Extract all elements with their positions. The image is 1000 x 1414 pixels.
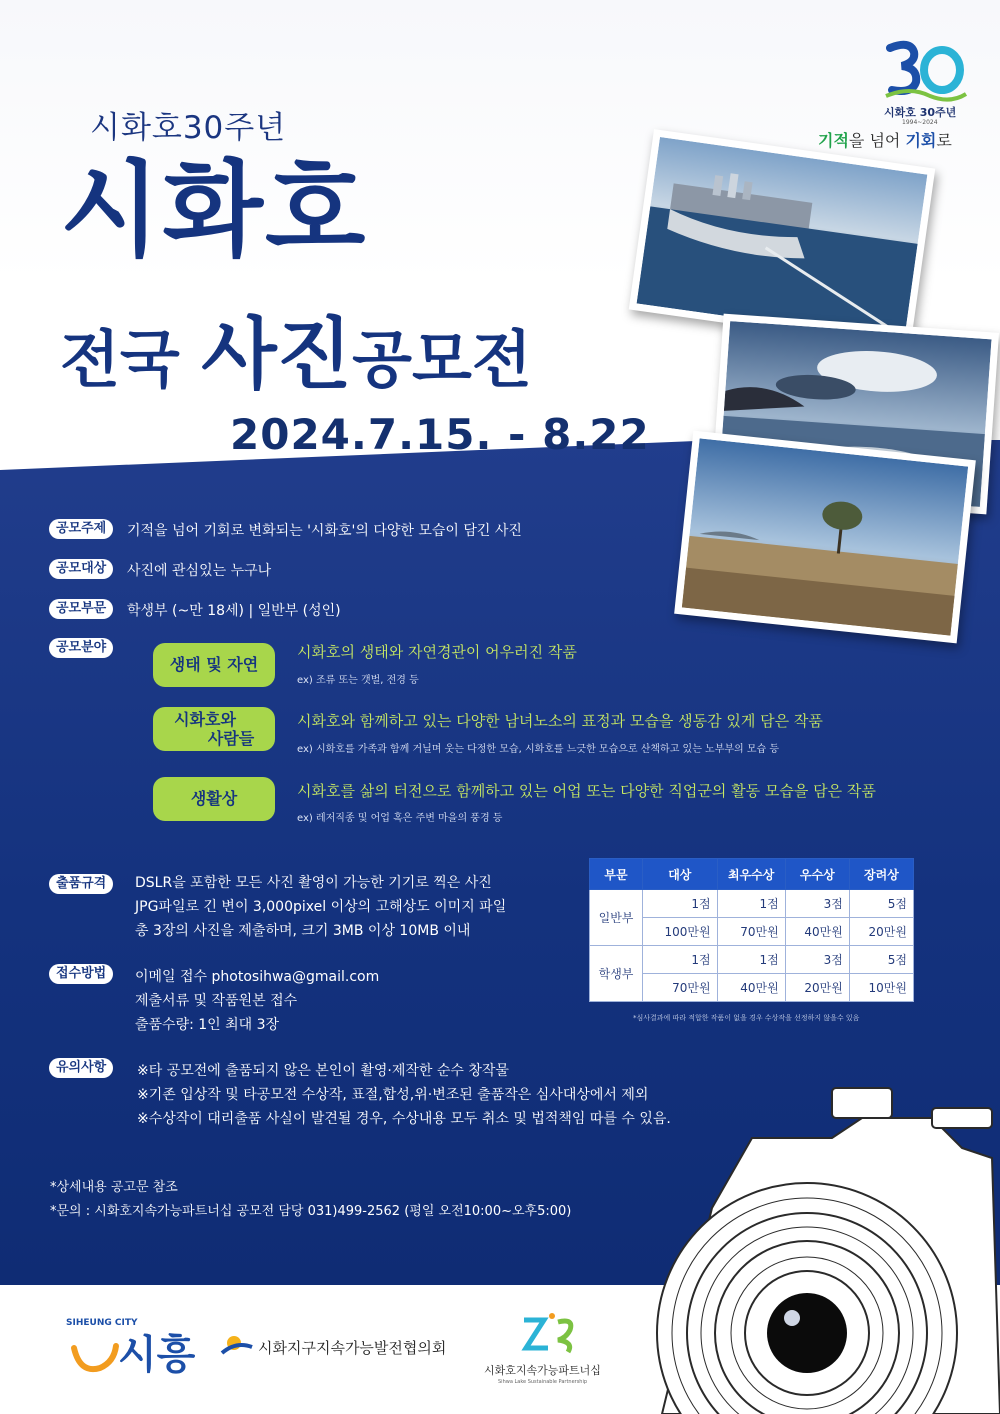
category-people-label-line2: 사람들 [207,729,255,748]
division-text: 학생부 (~만 18세) | 일반부 (성인) [127,603,341,619]
awards-cell: 40만원 [785,918,849,946]
org1-logo-icon [220,1333,254,1357]
awards-header: 최우수상 [717,859,785,890]
awards-header: 장려상 [849,859,913,890]
spec-tag: 출품규격 [49,874,113,894]
awards-division: 일반부 [590,890,643,946]
category-livelihood-headline: 시화호를 삶의 터전으로 함께하고 있는 어업 또는 다양한 직업군의 활동 모습을 담은 작품 [297,782,876,800]
category-people-label-line1: 시화호와 [174,709,236,729]
notice-line: ※타 공모전에 출품되지 않은 본인이 촬영·제작한 순수 창작물 [137,1063,509,1079]
theme-tag: 공모주제 [49,519,113,539]
org2-logo-icon [518,1312,582,1356]
awards-division: 학생부 [590,946,643,1002]
photo-reed-field [674,431,976,644]
division-tag: 공모부문 [49,599,113,619]
org2-name: 시화호지속가능파트너십 [484,1364,601,1377]
event-subtitle: 시화호30주년 [90,110,287,146]
awards-cell: 5점 [849,946,913,974]
siheung-logo-icon [70,1338,120,1378]
anniversary-logo-text: 시화호 30주년 [884,106,957,119]
awards-header: 우수상 [785,859,849,890]
category-people [153,707,275,751]
awards-cell: 1점 [717,890,785,918]
category-ecology-example: ex) 조류 또는 갯벌, 전경 등 [297,675,419,686]
awards-cell: 3점 [785,946,849,974]
awards-header: 부문 [590,859,643,890]
awards-cell: 20만원 [849,918,913,946]
awards-cell: 70만원 [643,974,718,1002]
spec-line: DSLR을 포함한 모든 사진 촬영이 가능한 기기로 찍은 사진 [135,875,492,891]
awards-cell: 10만원 [849,974,913,1002]
theme-text: 기적을 넘어 기회로 변화되는 '시화호'의 다양한 모습이 담긴 사진 [127,523,522,539]
event-title-main: 시화호 [60,149,368,271]
awards-cell: 1점 [643,946,718,974]
category-ecology: 생태 및 자연 [153,643,275,687]
anniversary-logo-years: 1994~2024 [902,119,938,126]
notice-tag: 유의사항 [49,1058,113,1078]
awards-cell: 5점 [849,890,913,918]
table-row [590,946,914,974]
awards-table [589,858,914,1002]
awards-cell: 100만원 [643,918,718,946]
notice-line: ※기존 입상작 및 타공모전 수상작, 표절,합성,위·변조된 출품작은 심사대상에서 제외 [137,1087,649,1103]
category-livelihood: 생활상 [153,777,275,821]
awards-cell: 1점 [717,946,785,974]
photo-city-aerial [629,129,936,349]
submit-line: 이메일 접수 photosihwa@gmail.com [135,969,380,985]
target-text: 사진에 관심있는 누구나 [127,563,272,579]
spec-line: 총 3장의 사진을 제출하며, 크기 3MB 이상 10MB 이내 [135,923,471,939]
awards-cell: 20만원 [785,974,849,1002]
awards-note: *심사결과에 따라 적합한 작품이 없을 경우 수상작을 선정하지 않을수 있음 [633,1014,860,1022]
camera-illustration [632,1078,1000,1414]
spec-line: JPG파일로 긴 변이 3,000pixel 이상의 고해상도 이미지 파일 [135,899,507,915]
org2-english-name: Sihwa Lake Sustainable Partnership [498,1379,588,1385]
event-dates: 2024.7.15. - 8.22 [230,410,650,459]
detail-note: *상세내용 공고문 참조 [50,1180,178,1195]
submit-line: 제출서류 및 작품원본 접수 [135,993,298,1009]
target-tag: 공모대상 [49,559,113,579]
awards-cell: 3점 [785,890,849,918]
awards-cell: 70만원 [717,918,785,946]
awards-cell: 1점 [643,890,718,918]
anniversary-30-logo [880,38,970,108]
submit-tag: 접수방법 [49,964,113,984]
event-title-line2: 전국 사진공모전 [60,310,532,400]
category-people-headline: 시화호와 함께하고 있는 다양한 남녀노소의 표정과 모습을 생동감 있게 담은 작품 [297,712,823,730]
field-tag: 공모분야 [49,638,113,658]
awards-header-row [590,859,914,890]
table-row [590,890,914,918]
contact-note: *문의 : 시화호지속가능파트너십 공모전 담당 031)499-2562 (평일 오전10:00~오후5:00) [50,1204,572,1219]
siheung-city-caption: SIHEUNG CITY [66,1318,138,1328]
siheung-logo-text: 시흥 [118,1332,196,1378]
category-people-example: ex) 시화호를 가족과 함께 거닐며 웃는 다정한 모습, 시화호를 느긋한 모습으로 산책하고 있는 노부부의 모습 등 [297,744,780,755]
org1-name: 시화지구지속가능발전협의회 [258,1339,447,1357]
category-ecology-headline: 시화호의 생태와 자연경관이 어우러진 작품 [297,643,577,661]
category-livelihood-example: ex) 레저직종 및 어업 혹은 주변 마을의 풍경 등 [297,813,503,824]
slogan: 기적을 넘어 기회로 [818,131,952,150]
awards-header: 대상 [643,859,718,890]
submit-line: 출품수량: 1인 최대 3장 [135,1017,280,1033]
notice-line: ※수상작이 대리출품 사실이 발견될 경우, 수상내용 모두 취소 및 법적책임 따를 수 있음. [137,1111,671,1127]
awards-cell: 40만원 [717,974,785,1002]
